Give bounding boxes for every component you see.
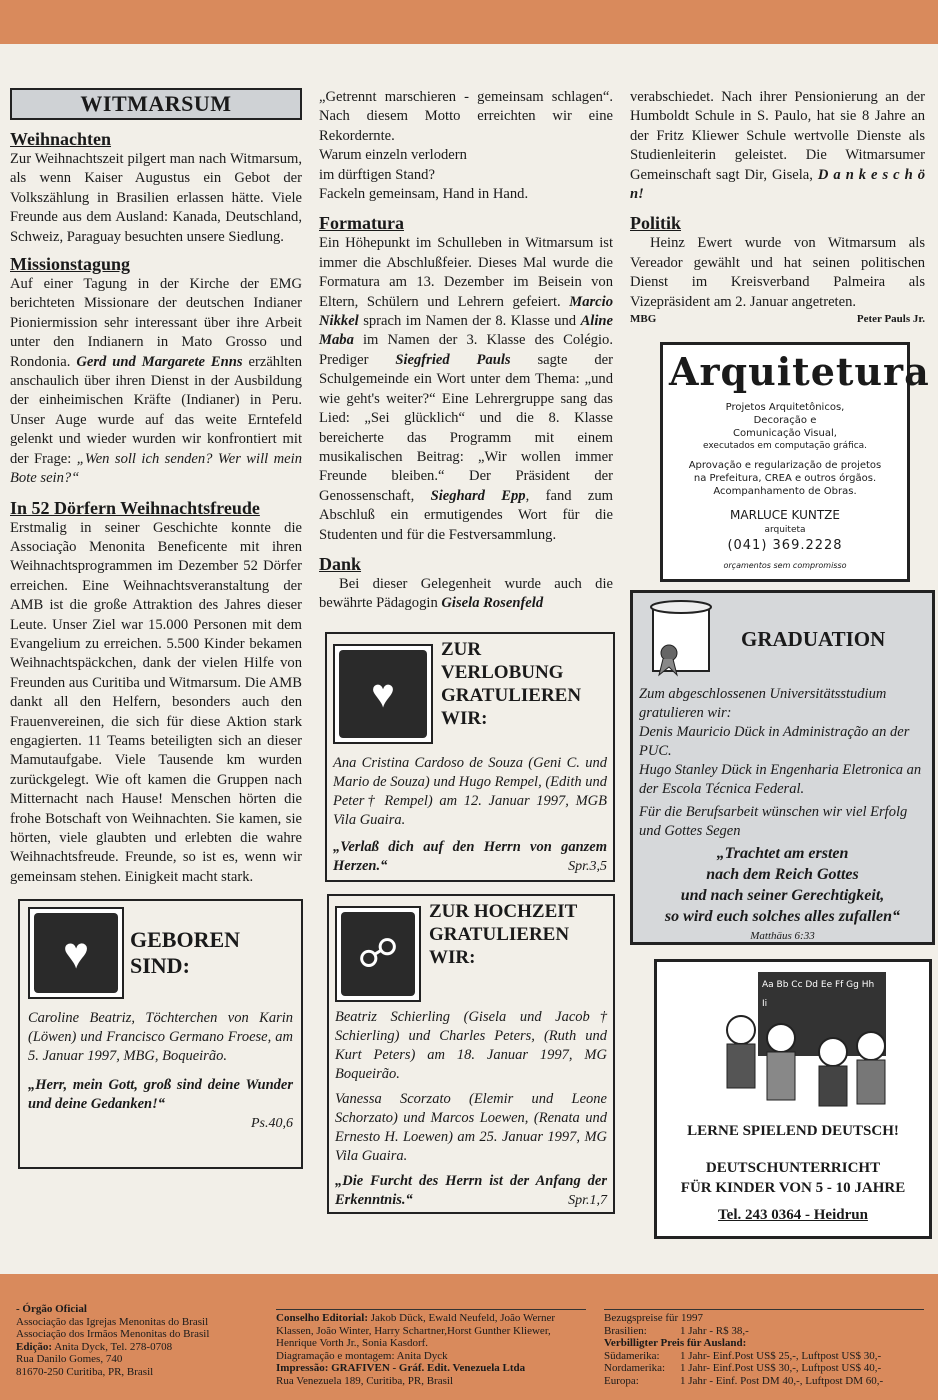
text-part: erzählten anschaulich über ihren Dienst in der Ausbildung der einheimischen Kräfte (Indianer) in Peru. Unser Auge wurde auf das weite Erntefeld gelenkt und wieder wurden wir konfrontiert mit der Frage: <box>10 353 302 467</box>
verlobung-verse: „Verlaß dich auf den Herrn von ganzem Herzen.“ <box>333 838 607 874</box>
label: Südamerika: <box>604 1349 660 1362</box>
name-maba: Aline Maba <box>319 313 613 349</box>
service-line: Comunicação Visual, <box>733 428 837 440</box>
value: 1 Jahr - Einf. Post DM 40,-, Luftpost DM 60,- <box>680 1374 884 1387</box>
footer-publisher <box>16 1303 266 1379</box>
danke-schoen: D a n k e s c h ö n! <box>630 166 926 203</box>
label: Conselho Editorial: <box>276 1312 368 1324</box>
text-gisela <box>630 88 925 204</box>
name-epp: Sieghard Epp <box>430 487 526 504</box>
deutsch-line-3: FÜR KINDER VON 5 - 10 JAHRE <box>680 1179 906 1196</box>
signature-right: Peter Pauls Jr. <box>856 313 925 326</box>
column-1 <box>10 88 302 1169</box>
label: Nordamerika: <box>604 1362 666 1375</box>
text-part: sprach im Namen der 8. Klasse und <box>358 313 581 330</box>
signature-row <box>630 312 925 326</box>
ad-arquitetura <box>660 342 930 582</box>
poem-line-4: Fackeln gemeinsam, Hand in Hand. <box>319 186 529 203</box>
graduation-g2: Hugo Stanley Dück in Engenharia Eletronica an der Escola Técnica Federal. <box>639 762 922 798</box>
text-part: sagte der Schulgemeinde ein Wort unter dem Thema: „und wie geht's weiter?“ Eine Lehrergruppe sang das Lied: „Sei glücklich“ und die 8. Klasse bereicherte das Programm mit einem musikalischen Beitrag: „Wir wollen immer Freunde bleiben.“ Der Präsident der Genossenschaft, <box>319 351 613 504</box>
graduation-title: GRADUATION <box>741 627 886 652</box>
hochzeit-text-1: Beatriz Schierling (Gisela und Jacob† Schierling) und Charles Peters, (Ruth und Kurt Peters) am 18. Januar 1997, MG Boqueirão. <box>335 1008 607 1082</box>
footer-edition <box>16 1341 266 1354</box>
deutsch-phone: Tel. 243 0364 - Heidrun <box>718 1207 868 1224</box>
hochzeit-ref: Spr.1,7 <box>568 1192 607 1208</box>
text-part: Bei dieser Gelegenheit wurde auch die bewährte Pädagogin <box>319 575 613 612</box>
arquitetura-services-2 <box>669 459 901 498</box>
text-part: Ein Höhepunkt im Schulleben in Witmarsum ist immer die Abschlußfeier. Dieses Mal wurde die Formatura am 13. Dezember im Beisein von Eltern, Schülern und Lehrern gefeiert. <box>319 235 613 310</box>
arquitetura-logo: Arquitetura <box>669 349 930 395</box>
footer <box>0 1295 938 1400</box>
value: 1 Jahr- Einf.Post US$ 30,-, Luftpost US$ 40,- <box>680 1362 882 1375</box>
hochzeit-text-2: Vanessa Scorzato (Elemir und Leone Schorzato) und Marcos Loewen, (Renata und Ernesto H. Loewen) am 25. Januar 1997, MG Vila Guaira. <box>335 1090 607 1164</box>
geboren-text: Caroline Beatriz, Töchterchen von Karin (Löwen) und Francisco Germano Froese, am 5. Januar 1997, MBG, Boqueirão. <box>28 1010 293 1065</box>
text-part: im Namen der 3. Klasse des Colégio. Prediger <box>319 332 613 368</box>
footer-organ: - Órgão Oficial <box>16 1303 87 1315</box>
price-north-america <box>604 1362 924 1375</box>
arquitetura-services <box>669 401 901 453</box>
value: 1 Jahr- Einf.Post US$ 25,-, Luftpost US$ 30,- <box>680 1349 882 1362</box>
service-line: Decoração e <box>753 415 817 427</box>
graduation-verse <box>639 843 926 927</box>
graduation-intro: Zum abgeschlossenen Universitätsstudium gratulieren wir: <box>639 686 887 722</box>
footer-address-1: Rua Danilo Gomes, 740 <box>16 1353 123 1366</box>
text-missionstagung <box>10 275 302 488</box>
hochzeit-title: ZUR HOCHZEIT GRATULIEREN WIR: <box>429 900 577 968</box>
poem-line-1: „Getrennt marschieren - gemeinsam schlagen“. Nach diesem Motto erreichten wir eine Rekordernte. <box>319 89 613 144</box>
box-hochzeit <box>327 894 615 1214</box>
column-3 <box>630 88 930 1239</box>
arquitetura-name: MARLUCE KUNTZE <box>730 508 840 523</box>
value: 1 Jahr - R$ 38,- <box>680 1324 749 1337</box>
footer-editorial <box>276 1309 586 1388</box>
crib-icon: ♥ <box>28 907 124 999</box>
box-verlobung <box>325 632 615 882</box>
service-line: na Prefeitura, CREA e outros órgãos. <box>693 473 877 485</box>
price-south-america <box>604 1350 924 1363</box>
footer-print: Impressão: GRAFIVEN - Gráf. Edit. Venezuela Ltda <box>276 1362 526 1375</box>
text-part: , fand zum Abschluß ein ermutigendes Wort für die Studenten und für die Festversammlung. <box>319 487 614 543</box>
text-dank <box>319 575 613 614</box>
arquitetura-phone: (041) 369.2228 <box>727 538 843 554</box>
heading-weihnachten: Weihnachten <box>10 129 112 149</box>
price-brazil <box>604 1325 924 1338</box>
arquitetura-role: arquiteta <box>764 525 806 536</box>
geboren-ref: Ps.40,6 <box>251 1116 293 1132</box>
footer-layout: Diagramação e montagem: Anita Dyck <box>276 1349 448 1362</box>
deutsch-line-2: DEUTSCHUNTERRICHT <box>705 1160 881 1177</box>
text-formatura <box>319 234 613 545</box>
price-title: Bezugspreise für 1997 <box>604 1312 703 1324</box>
verlobung-text: Ana Cristina Cardoso de Souza (Geni C. und Mario de Souza) und Hugo Rempel, (Edith und Peter† Rempel) am 12. Januar 1997, MGB Vila Guaira. <box>333 754 607 828</box>
footer-address-2: 81670-250 Curitiba, PR, Brasil <box>16 1365 154 1378</box>
price-europe <box>604 1375 924 1388</box>
masthead: WITMARSUM <box>10 88 302 120</box>
blackboard-letters: Aa Bb Cc Dd Ee Ff Gg Hh Ii <box>762 980 875 1010</box>
verse-line: „Trachtet am ersten <box>716 845 849 863</box>
footer-council <box>276 1312 586 1350</box>
signature-left: MBG <box>630 313 657 326</box>
text-part: Auf einer Tagung in der Kirche der EMG berichteten Missionare der deutschen Indianer Pioniermission sehr interessant über ihre Arbeit unter den Indianern in Mato Grosso und Rondonia. <box>10 276 302 370</box>
label: Europa: <box>604 1374 639 1387</box>
verse-line: so wird euch solches alles zufallen“ <box>664 908 901 926</box>
hochzeit-verse: „Die Furcht des Herrn ist der Anfang der Erkenntnis.“ <box>335 1172 607 1208</box>
footer-print-address: Rua Venezuela 189, Curitiba, PR, Brasil <box>276 1374 453 1387</box>
value: Anita Dyck, Tel. 278-0708 <box>52 1340 173 1353</box>
service-line: Projetos Arquitetônicos, <box>725 402 845 414</box>
verse-line: und nach seiner Gerechtigkeit, <box>680 887 885 905</box>
poem-line-3: im dürftigen Stand? <box>319 166 435 183</box>
verse-line: nach dem Reich Gottes <box>706 866 859 884</box>
label: Edição: <box>16 1340 53 1353</box>
geboren-verse: „Herr, mein Gott, groß sind deine Wunder und deine Gedanken!“ <box>28 1077 293 1113</box>
verlobung-ref: Spr.3,5 <box>568 858 607 874</box>
footer-assoc-2: Associação dos Irmãos Menonitas do Brasil <box>16 1328 210 1341</box>
engaged-couple-icon: ♥ <box>333 644 433 744</box>
verlobung-title: ZUR VERLOBUNG GRATULIEREN WIR: <box>441 638 582 729</box>
footer-assoc-1: Associação das Igrejas Menonitas do Brasil <box>16 1315 209 1328</box>
text-52-doerfer: Erstmalig in seiner Geschichte konnte die Associação Menonita Beneficente mit ihren Weihnachtsprogrammen im Dezember 52 Dörfer erreichen. Eine Weihnachtsveranstaltung der AMB ist die große Attraktion des Jahres dieser Leute. Unser Ziel war 15.000 Personen mit dem Evangelium zu erreichen. 5.500 Kinder bekamen Weihnachtspäckchen, dank der vielen Hilfe von Freunden aus Curitiba und Witmarsum. Die AMB dankt all den Helfern, besonders auch den Frauenvereinen, die sich für diese Aktion stark engagierten. 11 Teams beteiligten sich an dieser Mamutaufgabe. Viele Tausende km wurden zurückgelegt. Wie oft kamen die Gruppen nach Mitternacht nach Hause! Menschen hörten die frohe Botschaft von Weihnachten. Sie kamen, sie hörten, viele glaubten und erlebten die wahre Weihnachtsfreude. Freunde, so ist es, wenn wir gemeinsam stehen. Einigkeit macht stark. <box>10 519 302 885</box>
text-politik: Heinz Ewert wurde von Witmarsum als Vereador gewählt und hat seinen politischen Dienst im Kreisverband Palmeira als Vizepräsident am 2. Januar angetreten. <box>630 235 925 310</box>
newsletter-page <box>0 44 938 1274</box>
label: Brasilien: <box>604 1324 647 1337</box>
service-line: executados em computação gráfica. <box>702 441 868 452</box>
price-abroad-title: Verbilligter Preis für Ausland: <box>604 1337 747 1350</box>
heading-dank: Dank <box>319 553 362 574</box>
service-line: Acompanhamento de Obras. <box>713 486 857 498</box>
deutsch-line-1: LERNE SPIELEND DEUTSCH! <box>687 1123 899 1140</box>
box-geboren <box>18 899 303 1169</box>
diploma-scroll-icon <box>639 597 719 683</box>
wedding-couple-icon: ☍ <box>335 906 421 1002</box>
box-graduation <box>630 590 935 945</box>
name-nikkel: Marcio Nikkel <box>319 293 613 330</box>
heading-missionstagung: Missionstagung <box>10 254 131 275</box>
text-part: verabschiedet. Nach ihrer Pensionierung an der Humboldt Schule in S. Paulo, hat sie 8 Jahre an der Fritz Kliewer Schule wertvolle Dienste als Studienleiterin geleistet. Die Witmarsumer Gemeinschaft sagt Dir, Gisela, <box>630 89 925 183</box>
arquitetura-note: orçamentos sem compromisso <box>723 560 847 570</box>
heading-52-doerfer: In 52 Dörfern Weihnachtsfreude <box>10 497 260 518</box>
poem-line-2: Warum einzeln verlodern <box>319 147 467 164</box>
graduation-ref: Matthäus 6:33 <box>750 930 815 943</box>
service-line: Aprovação e regularização de projetos <box>688 460 882 472</box>
graduation-wish: Für die Berufsarbeit wünschen wir viel Erfolg und Gottes Segen <box>639 804 908 840</box>
value: Jakob Dück, Ewald Neufeld, João Werner Klassen, João Winter, Harry Schartner,Horst Gunther Kliewer, Henrique Vorth Jr., Sonia Kasdorf. <box>276 1312 556 1350</box>
column-2 <box>319 88 613 1214</box>
name-rosenfeld: Gisela Rosenfeld <box>441 595 544 612</box>
children-blackboard-icon <box>663 968 923 1118</box>
footer-prices <box>604 1309 924 1388</box>
heading-politik: Politik <box>630 213 682 234</box>
names-enns: Gerd und Margarete Enns <box>76 353 243 370</box>
ad-deutsch <box>654 959 932 1239</box>
heading-formatura: Formatura <box>319 213 404 234</box>
text-weihnachten: Zur Weihnachtszeit pilgert man nach Witmarsum, als wenn Kaiser Augustus ein Gebot der Volkszählung in Brasilien erlassen hätte. Viele Freunde aus dem Ausland: Kanada, Deutschland, Schweiz, Paraguay besuchten unsere Siedlung. <box>10 151 302 245</box>
geboren-title: GEBOREN SIND: <box>130 927 241 979</box>
graduation-g1: Denis Mauricio Dück in Administração an der PUC. <box>639 724 910 760</box>
quote-senden: „Wen soll ich senden? Wer will mein Bote sein?“ <box>10 450 302 487</box>
name-pauls: Siegfried Pauls <box>395 351 511 368</box>
